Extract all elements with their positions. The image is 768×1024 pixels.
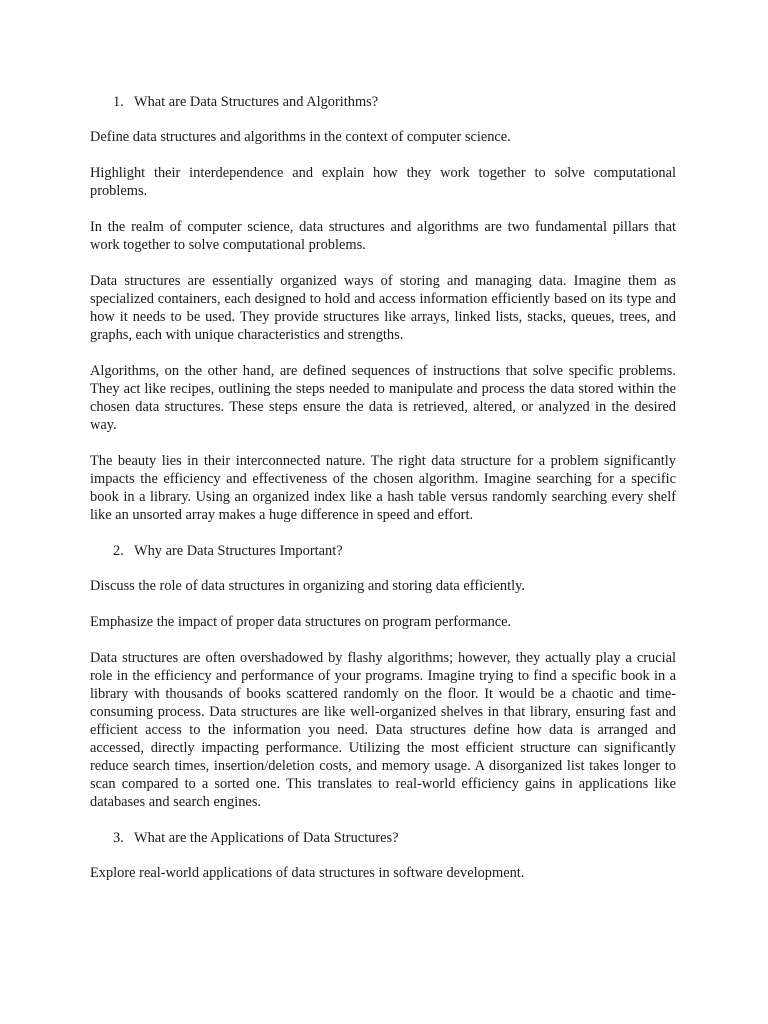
paragraph: Highlight their interdependence and explain how they work together to solve computational problems. xyxy=(90,165,676,199)
section-title: What are the Applications of Data Structures? xyxy=(134,830,399,846)
section-heading xyxy=(113,542,676,560)
paragraph: Define data structures and algorithms in the context of computer science. xyxy=(90,129,511,145)
paragraph: Algorithms, on the other hand, are defined sequences of instructions that solve specific problems. They act like recipes, outlining the steps needed to manipulate and process the data stored within the chosen data structures. These steps ensure the data is retrieved, altered, or analyzed in the desired way. xyxy=(90,363,676,433)
section-title: What are Data Structures and Algorithms? xyxy=(134,94,379,110)
paragraph: Data structures are essentially organized ways of storing and managing data. Imagine them as specialized containers, each designed to hold and access information efficiently based on its type and how it needs to be used. They provide structures like arrays, linked lists, stacks, queues, trees, and graphs, each with unique characteristics and strengths. xyxy=(90,273,676,343)
paragraph: Data structures are often overshadowed by flashy algorithms; however, they actually play a crucial role in the efficiency and performance of your programs. Imagine trying to find a specific book in a library with thousands of books scattered randomly on the floor. It would be a chaotic and time-consuming process. Data structures are like well-organized shelves in that library, ensuring fast and efficient access to the information you need. Data structures define how data is arranged and accessed, directly impacting performance. Utilizing the most efficient structure can significantly reduce search times, insertion/deletion costs, and memory usage. A disorganized list takes longer to scan compared to a sorted one. This translates to real-world efficiency gains in applications like databases and search engines. xyxy=(90,650,676,810)
paragraph: Discuss the role of data structures in organizing and storing data efficiently. xyxy=(90,578,525,594)
section-number: 3. xyxy=(113,830,124,846)
paragraph: Emphasize the impact of proper data structures on program performance. xyxy=(90,614,512,630)
section-number: 2. xyxy=(113,543,124,559)
section-heading xyxy=(113,93,676,111)
document-page xyxy=(90,93,676,900)
section-heading xyxy=(113,829,676,847)
paragraph: The beauty lies in their interconnected nature. The right data structure for a problem significantly impacts the efficiency and effectiveness of the chosen algorithm. Imagine searching for a specific book in a library. Using an organized index like a hash table versus randomly searching every shelf like an unsorted array makes a huge difference in speed and effort. xyxy=(90,453,676,523)
paragraph: Explore real-world applications of data structures in software development. xyxy=(90,865,525,881)
section-title: Why are Data Structures Important? xyxy=(134,543,343,559)
paragraph: In the realm of computer science, data structures and algorithms are two fundamental pillars that work together to solve computational problems. xyxy=(90,219,676,253)
section-number: 1. xyxy=(113,94,124,110)
